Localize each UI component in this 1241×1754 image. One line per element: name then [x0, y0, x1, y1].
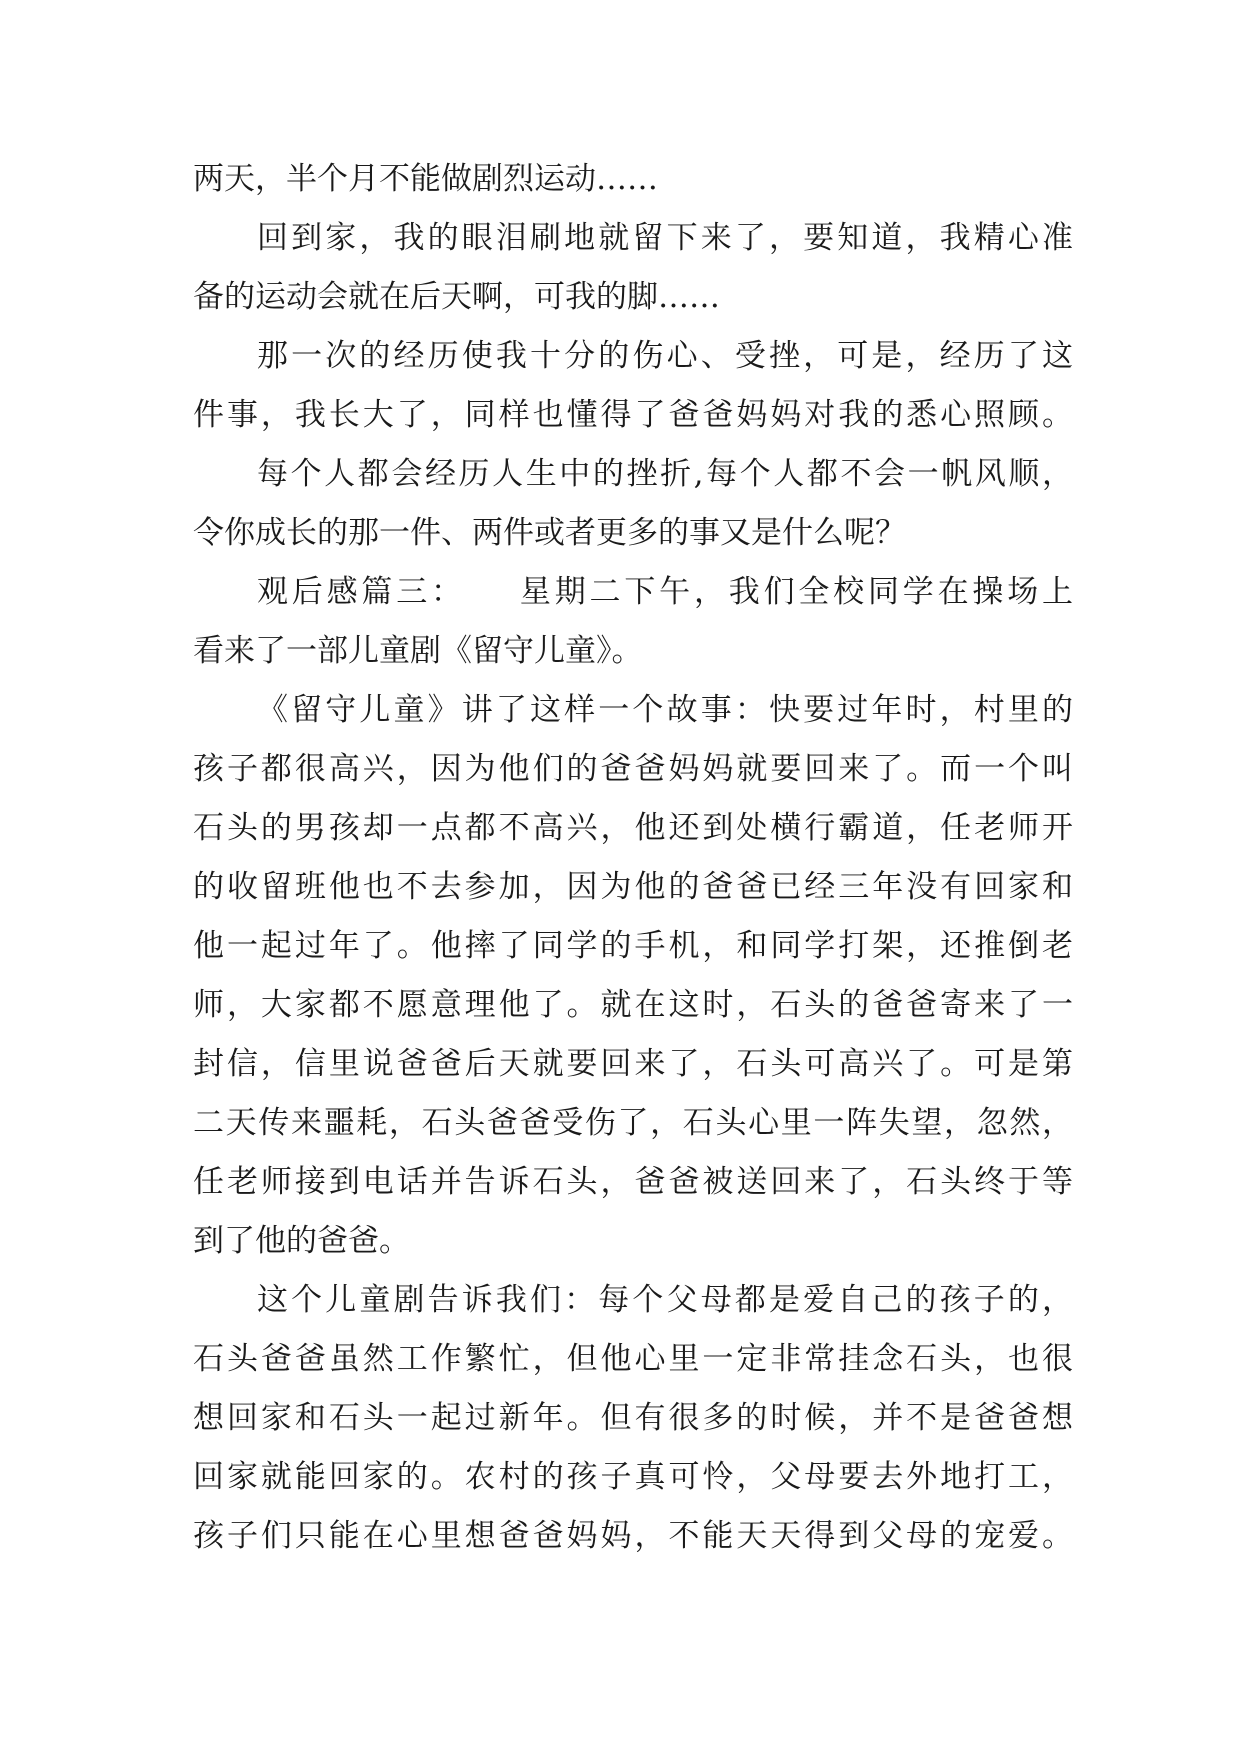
text-line: 备的运动会就在后天啊，可我的脚…… [193, 279, 720, 315]
text-line: 回家就能回家的。农村的孩子真可怜，父母要去外地打工， [193, 1459, 1073, 1495]
text-line: 他一起过年了。他摔了同学的手机，和同学打架，还推倒老 [193, 928, 1073, 964]
text-line: 封信，信里说爸爸后天就要回来了，石头可高兴了。可是第 [193, 1046, 1073, 1082]
text-line: 两天，半个月不能做剧烈运动…… [193, 161, 658, 197]
paragraph-start-line: 这个儿童剧告诉我们：每个父母都是爱自己的孩子的， [257, 1282, 1073, 1318]
text-line: 想回家和石头一起过新年。但有很多的时候，并不是爸爸想 [193, 1400, 1073, 1436]
text-line: 二天传来噩耗，石头爸爸受伤了，石头心里一阵失望，忽然， [193, 1105, 1073, 1141]
document-body [193, 150, 1073, 1566]
text-line: 件事，我长大了，同样也懂得了爸爸妈妈对我的悉心照顾。 [193, 397, 1073, 433]
paragraph-start-line: 那一次的经历使我十分的伤心、受挫，可是，经历了这 [257, 338, 1073, 374]
text-line: 任老师接到电话并告诉石头，爸爸被送回来了，石头终于等 [193, 1164, 1073, 1200]
text-line: 令你成长的那一件、两件或者更多的事又是什么呢？ [193, 515, 906, 551]
text-line: 石头爸爸虽然工作繁忙，但他心里一定非常挂念石头，也很 [193, 1341, 1073, 1377]
text-line: 孩子都很高兴，因为他们的爸爸妈妈就要回来了。而一个叫 [193, 751, 1073, 787]
text-line: 师，大家都不愿意理他了。就在这时，石头的爸爸寄来了一 [193, 987, 1073, 1023]
paragraph-start-line: 每个人都会经历人生中的挫折,每个人都不会一帆风顺， [257, 456, 1073, 492]
text-line: 的收留班他也不去参加，因为他的爸爸已经三年没有回家和 [193, 869, 1073, 905]
text-line: 孩子们只能在心里想爸爸妈妈，不能天天得到父母的宠爱。 [193, 1518, 1073, 1554]
text-line: 看来了一部儿童剧《留守儿童》。 [193, 633, 643, 669]
text-line: 到了他的爸爸。 [193, 1223, 410, 1259]
text-line: 石头的男孩却一点都不高兴，他还到处横行霸道，任老师开 [193, 810, 1073, 846]
paragraph-start-line: 《留守儿童》讲了这样一个故事：快要过年时，村里的 [257, 692, 1073, 728]
paragraph-start-line: 回到家，我的眼泪刷地就留下来了，要知道，我精心准 [257, 220, 1073, 256]
section-heading-line: 观后感篇三： 星期二下午，我们全校同学在操场上 [257, 574, 1073, 610]
